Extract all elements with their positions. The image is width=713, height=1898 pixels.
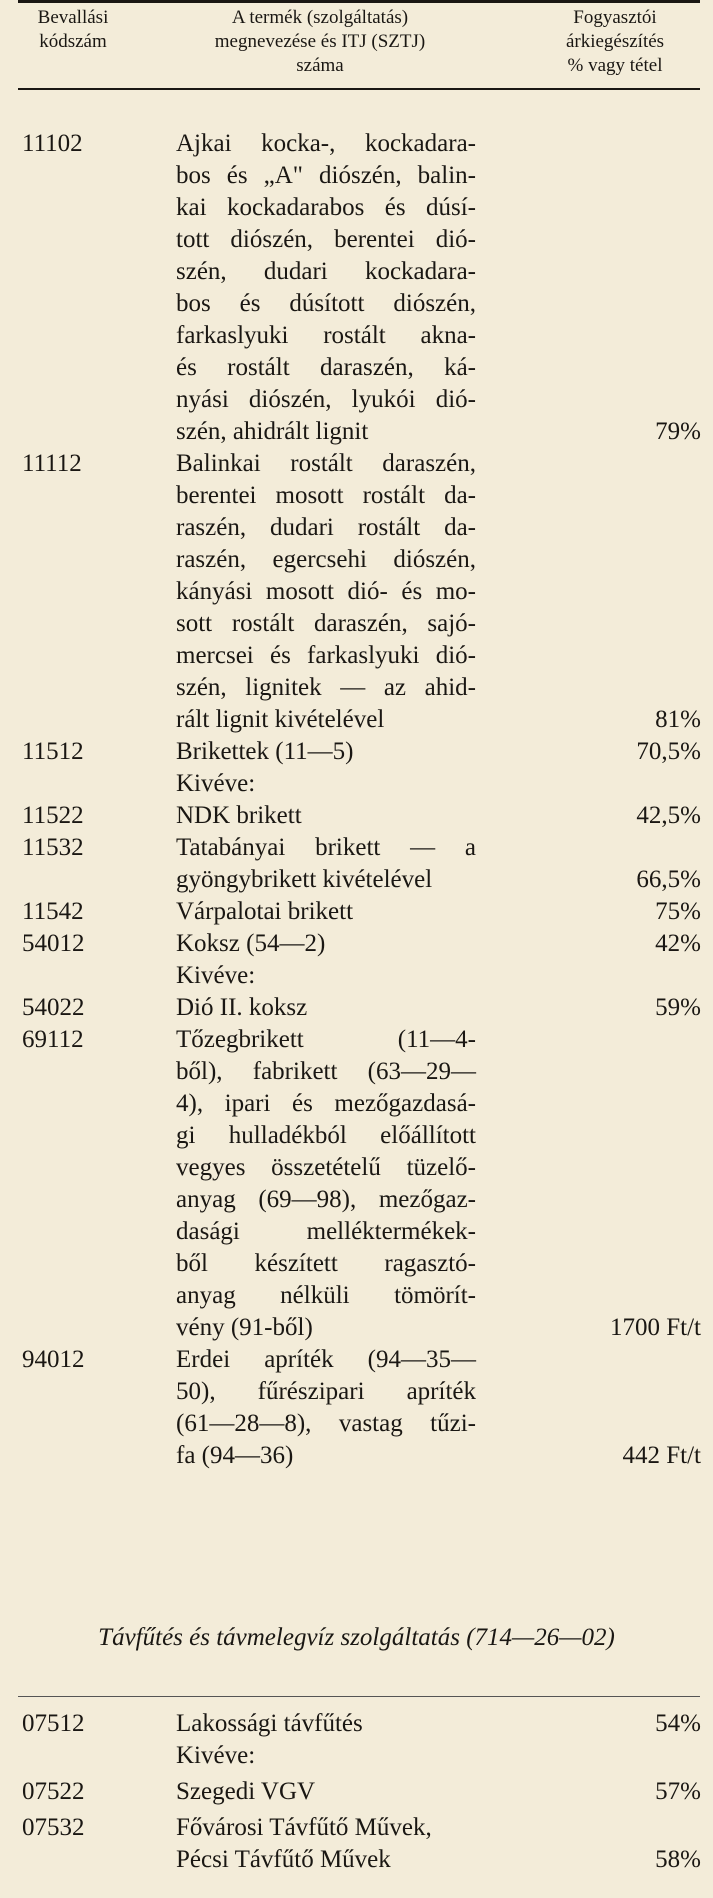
row-description: [176, 800, 476, 832]
description-line: vény (91-ből): [176, 1314, 313, 1341]
heating-list: [0, 1708, 713, 1880]
row-description: [176, 768, 476, 800]
description-line: bos és dúsított diószén,: [176, 290, 476, 317]
row-description: [176, 960, 476, 992]
row-code: 11542: [22, 898, 84, 925]
description-line: (61—28—8), vastag tűzi-: [176, 1410, 476, 1437]
description-line: szén, dudari kockadara-: [176, 258, 476, 285]
description-line: mercsei és farkaslyuki dió-: [176, 642, 476, 669]
row-description: [176, 128, 476, 448]
row-code: 11522: [22, 802, 84, 829]
row-value: 42%: [655, 930, 701, 957]
table-row: [0, 992, 713, 1024]
table-row: [0, 768, 713, 800]
description-line: Tatabányai brikett — a: [176, 834, 476, 861]
header-rule: [18, 88, 700, 90]
top-rule: [18, 0, 700, 3]
description-line: 4), ipari és mezőgazdasá-: [176, 1090, 476, 1117]
row-value: 70,5%: [636, 738, 701, 765]
header-code: [18, 6, 128, 54]
description-line: Lakossági távfűtés: [176, 1710, 363, 1737]
row-code: 07512: [22, 1710, 85, 1737]
table-row: [0, 928, 713, 960]
description-line: gyöngybrikett kivételével: [176, 866, 433, 893]
header-product-line: megnevezése és ITJ (SZTJ): [214, 31, 426, 52]
row-description: [176, 448, 476, 736]
description-line: Koksz (54—2): [176, 930, 326, 957]
description-line: ből), fabrikett (63—29—: [176, 1058, 476, 1085]
description-line: gi hulladékból előállított: [176, 1122, 476, 1149]
row-description: [176, 992, 476, 1024]
description-line: farkaslyuki rostált akna-: [176, 322, 476, 349]
description-line: NDK brikett: [176, 802, 302, 829]
row-value: 42,5%: [636, 802, 701, 829]
row-value: 79%: [655, 418, 701, 445]
row-code: 54012: [22, 930, 85, 957]
header-product-line: A termék (szolgáltatás): [231, 7, 409, 28]
description-line: kányási mosott dió- és mo-: [176, 578, 476, 605]
table-row: [0, 800, 713, 832]
table-row: [0, 448, 713, 736]
row-description: [176, 1776, 476, 1808]
row-code: 11532: [22, 834, 84, 861]
description-line: szén, lignitek — az ahid-: [176, 674, 476, 701]
description-line: anyag nélküli tömörít-: [176, 1282, 476, 1309]
description-line: dasági melléktermékek-: [176, 1218, 476, 1245]
description-line: raszén, dudari rostált da-: [176, 514, 476, 541]
description-line: szén, ahidrált lignit: [176, 418, 369, 445]
description-line: Kivéve:: [176, 1742, 256, 1769]
description-line: Pécsi Távfűtő Művek: [176, 1846, 391, 1873]
row-description: [176, 1708, 476, 1772]
description-line: sott rostált daraszén, sajó-: [176, 610, 476, 637]
description-line: kai kockadarabos és dúsí-: [176, 194, 476, 221]
description-line: Fővárosi Távfűtő Művek,: [176, 1814, 432, 1841]
description-line: vegyes összetételű tüzelő-: [176, 1154, 476, 1181]
row-value: 59%: [655, 994, 701, 1021]
description-line: Kivéve:: [176, 770, 256, 797]
row-code: 11112: [22, 450, 82, 477]
description-line: Ajkai kocka-, kockadara-: [176, 130, 476, 157]
section-title: Távfűtés és távmelegvíz szolgáltatás (714—26—02): [98, 1624, 615, 1651]
row-code: 07522: [22, 1778, 85, 1805]
table-row: [0, 1344, 713, 1472]
description-line: és rostált daraszén, ká-: [176, 354, 476, 381]
row-code: 11512: [22, 738, 84, 765]
table-row: [0, 1024, 713, 1344]
description-line: Erdei apríték (94—35—: [176, 1346, 476, 1373]
row-description: [176, 736, 476, 768]
row-value: 66,5%: [636, 866, 701, 893]
table-row: [0, 832, 713, 896]
description-line: 50), fűrészipari apríték: [176, 1378, 476, 1405]
description-line: Várpalotai brikett: [176, 898, 354, 925]
row-value: 57%: [655, 1778, 701, 1805]
description-line: fa (94—36): [176, 1442, 294, 1469]
table-row: [0, 128, 713, 448]
table-row: [0, 1812, 713, 1876]
description-line: ből készített ragasztó-: [176, 1250, 476, 1277]
row-code: 54022: [22, 994, 85, 1021]
description-line: tott diószén, berentei dió-: [176, 226, 476, 253]
row-code: 69112: [22, 1026, 84, 1053]
row-value: 1700 Ft/t: [610, 1314, 701, 1341]
row-description: [176, 1024, 476, 1344]
table-row: [0, 736, 713, 768]
description-line: Dió II. koksz: [176, 994, 308, 1021]
row-code: 94012: [22, 1346, 85, 1373]
description-line: Brikettek (11—5): [176, 738, 354, 765]
header-code-line: Bevallási: [37, 7, 109, 28]
row-description: [176, 896, 476, 928]
header-code-line: kódszám: [39, 31, 107, 52]
row-value: 54%: [655, 1710, 701, 1737]
description-line: Kivéve:: [176, 962, 256, 989]
header-subsidy-line: Fogyasztói: [573, 7, 657, 28]
description-line: Balinkai rostált daraszén,: [176, 450, 476, 477]
description-line: nyási diószén, lyukói dió-: [176, 386, 476, 413]
product-list: [0, 128, 713, 1472]
row-description: [176, 928, 476, 960]
description-line: bos és „A" diószén, balin-: [176, 162, 476, 189]
header-subsidy-line: árkiegészítés: [565, 31, 665, 52]
table-row: [0, 896, 713, 928]
description-line: anyag (69—98), mezőgaz-: [176, 1186, 476, 1213]
description-line: raszén, egercsehi diószén,: [176, 546, 476, 573]
header-product: [170, 6, 470, 78]
description-line: berentei mosott rostált da-: [176, 482, 476, 509]
description-line: rált lignit kivételével: [176, 706, 385, 733]
header-subsidy-line: % vagy tétel: [567, 55, 663, 76]
table-row: [0, 960, 713, 992]
row-value: 58%: [655, 1846, 701, 1873]
description-line: Tőzegbrikett (11—4-: [176, 1026, 476, 1053]
row-code: 07532: [22, 1814, 85, 1841]
row-description: [176, 1344, 476, 1472]
table-row: [0, 1776, 713, 1808]
row-description: [176, 1812, 476, 1876]
description-line: Szegedi VGV: [176, 1778, 316, 1805]
row-value: 442 Ft/t: [622, 1442, 701, 1469]
row-description: [176, 832, 476, 896]
row-value: 75%: [655, 898, 701, 925]
header-subsidy: [530, 6, 700, 78]
row-code: 11102: [22, 130, 83, 157]
row-value: 81%: [655, 706, 701, 733]
section-rule: [18, 1696, 700, 1697]
header-product-line: száma: [296, 55, 344, 76]
table-row: [0, 1708, 713, 1772]
